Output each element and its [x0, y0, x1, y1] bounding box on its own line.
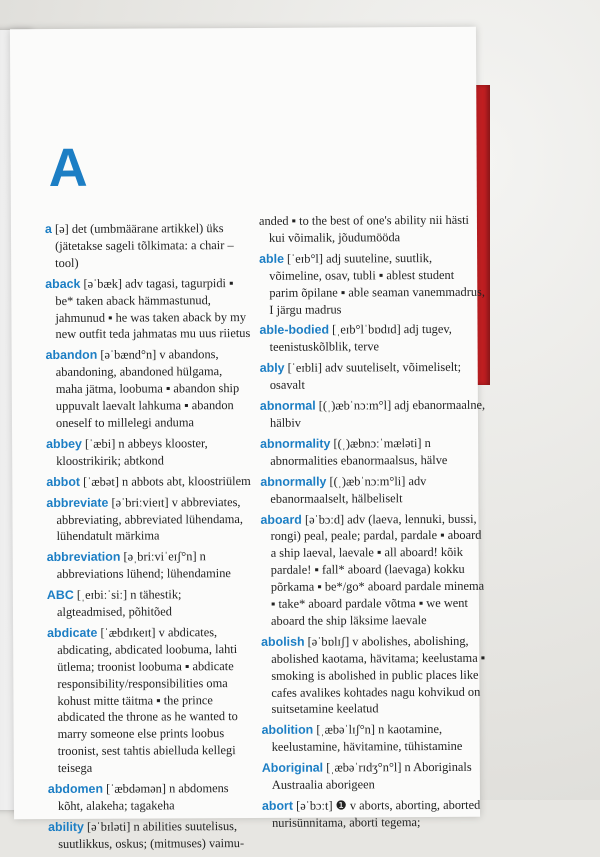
dictionary-entry — [259, 250, 485, 319]
entry-headword: abbreviation — [46, 549, 121, 565]
entry-definition: [ˈæbət] n abbots abt, kloostriülem — [80, 473, 251, 489]
entry-headword: ability — [48, 819, 84, 834]
entry-definition: [ˈeɪbli] adv suuteliselt, võimeliselt; osavalt — [269, 360, 462, 393]
dictionary-entry — [47, 624, 254, 777]
dictionary-entry — [259, 321, 485, 356]
entry-definition: [(ˌ)æbnɔːˈmæləti] n abnormalities ebanormaalsus, hälve — [270, 435, 448, 468]
entry-headword: aback — [45, 276, 81, 291]
entry-headword: abort — [261, 798, 294, 813]
dictionary-entry — [47, 586, 253, 621]
entry-definition: [(ˌ)æbˈnɔːm°l] adj ebanormaalne, hälbiv — [269, 397, 486, 430]
entry-headword: abdicate — [47, 625, 98, 640]
entry-definition: anded ▪ to the best of one's ability nii hästi kui võimalik, jõudumööda — [258, 212, 469, 245]
dictionary-entry — [48, 780, 254, 815]
entry-definition: [əˈbɔːt] ❶ v aborts, aborting, aborted nurisünnitama, aborti tegema; — [272, 797, 481, 830]
dictionary-entry — [46, 435, 252, 470]
column-right — [259, 212, 488, 836]
dictionary-page — [10, 27, 486, 851]
entry-headword: abnormal — [259, 398, 316, 413]
entry-definition: [ˌæbəˈlɪʃ°n] n kaotamine, keelustamine, hävitamine, tühistamine — [271, 722, 463, 755]
dictionary-entry — [45, 275, 251, 344]
entry-definition: [əˈbriːvieɪt] v abbreviates, abbreviating, abbreviated lühendama, lühendatult märkima — [56, 494, 244, 544]
dictionary-entry — [48, 818, 254, 853]
dictionary-entry — [45, 220, 251, 272]
entry-headword: abolition — [261, 723, 314, 738]
dictionary-entry — [261, 633, 487, 719]
dictionary-entry — [259, 212, 485, 247]
entry-definition: [ˈæbi] n abbeys klooster, kloostrikirik; abtkond — [56, 436, 208, 468]
entry-headword: aboard — [260, 512, 302, 527]
entry-headword: abandon — [45, 348, 98, 363]
entry-headword: abbot — [46, 474, 81, 489]
entry-headword: abbreviate — [46, 495, 109, 510]
dictionary-entry — [260, 472, 486, 507]
section-letter: A — [48, 137, 88, 199]
dictionary-entry — [262, 759, 488, 794]
entry-definition: [əˌbriːviˈeɪʃ°n] n abbreviations lühend; lühendamine — [56, 549, 231, 582]
entry-definition: [ˈeɪb°l] adj suuteline, suutlik, võimeline, osav, tubli ▪ ablest student parim õpilane ▪ able seaman vanemmadrus, I järgu madrus — [269, 250, 486, 317]
dictionary-entry — [260, 359, 486, 394]
entry-headword: ably — [259, 361, 285, 376]
entry-headword: able-bodied — [259, 322, 330, 338]
entry-definition: [ˈæbdəmən] n abdomens kõht, alakeha; tagakeha — [57, 781, 229, 813]
dictionary-entry — [260, 510, 487, 630]
dictionary-entry — [46, 494, 252, 546]
entry-definition: [ˌeɪb°lˈbɒdɪd] adj tugev, teenistuskõlblik, terve — [269, 322, 452, 355]
entry-headword: abnormally — [260, 474, 327, 489]
entry-headword: Aboriginal — [261, 760, 324, 776]
dictionary-entry — [260, 397, 486, 432]
dictionary-entry — [262, 797, 488, 832]
entry-definition: [ˌæbəˈrɪdʒ°n°l] n Aboriginals Austraalia aborigeen — [271, 760, 472, 792]
entry-definition: [əˈbænd°n] v abandons, abandoning, abandoned hülgama, maha jätma, loobuma ▪ abandon ship uppuvalt laevalt lahkuma ▪ abandon oneself to millelegi anduma — [55, 347, 240, 430]
entry-headword: ABC — [46, 588, 74, 603]
entry-definition: [(ˌ)æbˈnɔːm°li] adv ebanormaalselt, hälbeliselt — [270, 473, 427, 506]
dictionary-entry — [262, 721, 488, 756]
dictionary-entry — [47, 548, 253, 583]
entry-definition: [ˌeɪbiːˈsiː] n tähestik; algteadmised, põhitõed — [56, 587, 182, 620]
entry-headword: abnormality — [260, 436, 331, 451]
dictionary-entry — [46, 346, 252, 432]
entry-definition: [əˈbɪləti] n abilities suutelisus, suutlikkus, oskus; (mitmuses) vaimu- — [58, 818, 245, 851]
entry-definition: [ˈæbdɪkeɪt] v abdicates, abdicating, abdicated loobuma, lahti ütlema; troonist loobuma ▪ abdicate responsibility/responsibilities oma kohust mitte täitma ▪ the prince abdicated the throne as he wanted to marry someone else prints loobus troonist, sest tahtis abielluda kellegi teisega — [57, 625, 238, 776]
entry-headword: a — [44, 222, 52, 237]
entry-definition: [əˈbɒlɪʃ] v abolishes, abolishing, abolished kaotama, hävitama; keelustama ▪ smoking is abolished in public places like cafes avalikes kohtades nagu kohvikud on suitsetamine keelatud — [271, 633, 486, 717]
entry-headword: abdomen — [47, 781, 104, 797]
dictionary-entry — [260, 435, 486, 470]
entry-headword: able — [259, 251, 284, 266]
entry-definition: [ə] det (umbmäärane artikkel) üks (jätetakse sageli tõlkimata: a chair – tool) — [51, 221, 234, 270]
entry-headword: abbey — [46, 436, 82, 451]
entry-headword: abolish — [261, 634, 305, 649]
dictionary-entry — [46, 473, 252, 491]
entry-definition: [əˈbɔːd] adv (laeva, lennuki, bussi, rongi) peal, peale; pardal, pardale ▪ aboard a ship laeval, laevale ▪ all aboard! kõik pardale! ▪ fall* aboard (laevaga) kokku põrkama ▪ be*/go* aboard pardale minema ▪ take* aboard pardale võtma ▪ we went aboard the ship läksime laevale — [270, 511, 485, 628]
column-left — [45, 220, 254, 857]
entry-definition: [əˈbæk] adv tagasi, tagurpidi ▪ be* taken aback hämmastunud, jahmunud ▪ he was taken aback by my new outfit teda jahmatas mu uus riietus — [55, 275, 251, 342]
